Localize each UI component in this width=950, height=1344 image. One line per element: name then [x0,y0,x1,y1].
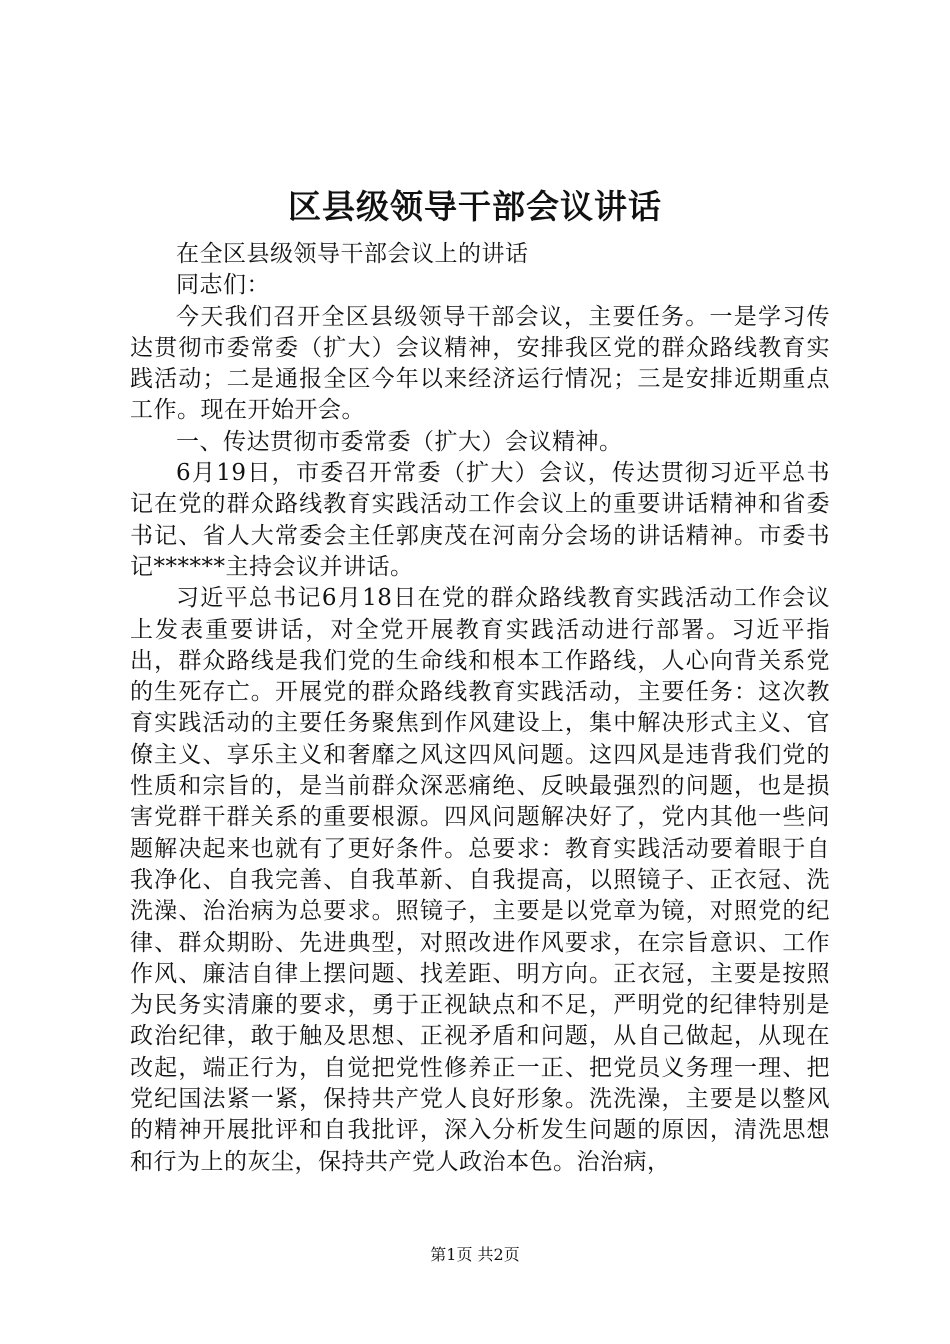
page-total: 共2页 [477,1245,520,1264]
salutation-paragraph: 同志们： [176,272,270,299]
document-body [130,239,830,1178]
body-paragraph: 6月19日，市委召开常委（扩大）会议，传达贯彻习近平总书记在党的群众路线教育实践活动工作会议上的重要讲话精神和省委书记、省人大常委会主任郭庚茂在河南分会场的讲话精神。市委书记******主持会议并讲话。 [130,460,830,580]
page-footer [0,1243,950,1267]
page-number: 第1页 [430,1245,473,1264]
intro-paragraph: 今天我们召开全区县级领导干部会议，主要任务。一是学习传达贯彻市委常委（扩大）会议精神，安排我区党的群众路线教育实践活动；二是通报全区今年以来经济运行情况；三是安排近期重点工作。现在开始开会。 [130,303,830,424]
body-paragraph: 习近平总书记6月18日在党的群众路线教育实践活动工作会议上发表重要讲话，对全党开展教育实践活动进行部署。习近平指出，群众路线是我们党的生命线和根本工作路线，人心向背关系党的生死存亡。开展党的群众路线教育实践活动，主要任务：这次教育实践活动的主要任务聚焦到作风建设上，集中解决形式主义、官僚主义、享乐主义和奢靡之风这四风问题。这四风是违背我们党的性质和宗旨的，是当前群众深恶痛绝、反映最强烈的问题，也是损害党群干群关系的重要根源。四风问题解决好了，党内其他一些问题解决起来也就有了更好条件。总要求：教育实践活动要着眼于自我净化、自我完善、自我革新、自我提高，以照镜子、正衣冠、洗洗澡、治治病为总要求。照镜子，主要是以党章为镜，对照党的纪律、群众期盼、先进典型，对照改进作风要求，在宗旨意识、工作作风、廉洁自律上摆问题、找差距、明方向。正衣冠，主要是按照为民务实清廉的要求，勇于正视缺点和不足，严明党的纪律特别是政治纪律，敢于触及思想、正视矛盾和问题，从自己做起，从现在改起，端正行为，自觉把党性修养正一正、把党员义务理一理、把党纪国法紧一紧，保持共产党人良好形象。洗洗澡，主要是以整风的精神开展批评和自我批评，深入分析发生问题的原因，清洗思想和行为上的灰尘，保持共产党人政治本色。治治病， [130,585,830,1175]
subtitle-paragraph: 在全区县级领导干部会议上的讲话 [176,241,529,267]
section-heading: 一、传达贯彻市委常委（扩大）会议精神。 [176,428,623,455]
document-title: 区县级领导干部会议讲话 [288,187,662,226]
